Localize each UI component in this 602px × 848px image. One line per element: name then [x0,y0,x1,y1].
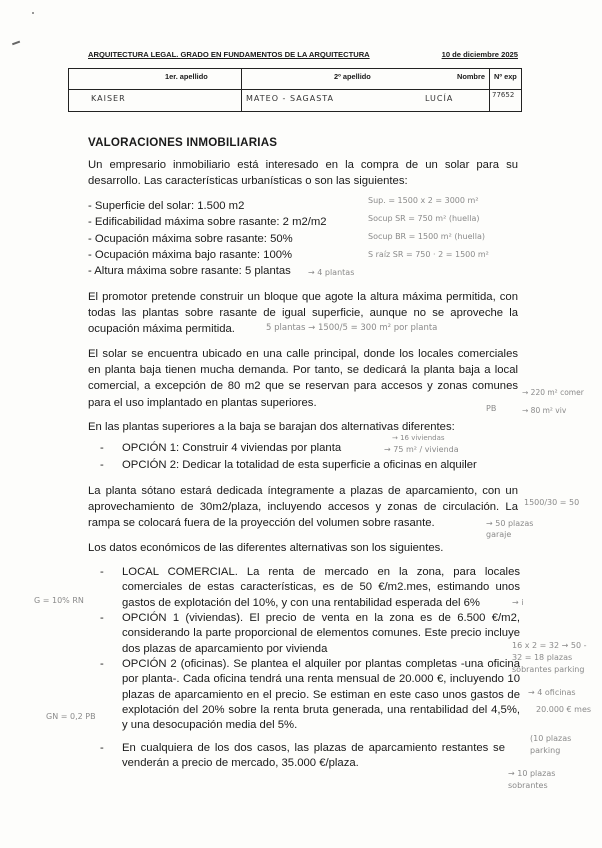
note-16viv: → 16 viviendas [392,434,445,442]
promoter-paragraph: El promotor pretende construir un bloque que agote la altura máxima permitida, con todas las plantas sobre rasante de igual superficie, aunque no se aproveche la ocupación máxima permitida. [88,291,518,336]
note-comer: → 220 m² comer [522,388,584,397]
note-pb: PB [486,404,497,413]
note-1500-30: 1500/30 = 50 [524,498,580,507]
surname1-cell [69,69,241,111]
margin-dot [32,12,34,14]
econ-opcion-1: - OPCIÓN 1 (viviendas). El precio de venta en la zona es de 6.500 €/m2, considerando la parte proporcional de elementos comunes. Este precio incluye dos plazas de aparcamiento por vivienda [100,611,520,657]
char-edificabilidad: - Edificabilidad máxima sobre rasante: 2 m2/m2 [88,216,327,228]
char-altura: - Altura máxima sobre rasante: 5 plantas [88,265,291,277]
course-title: ARQUITECTURA LEGAL. GRADO EN FUNDAMENTOS DE LA ARQUITECTURA [88,50,370,59]
econ-local-comercial: - LOCAL COMERCIAL. La renta de mercado en la zona, para locales comerciales de estas características, es de 50 €/m2.mes, estimando unos gastos de explotación del 10%, y con una rentabilidad esperada del 6% [100,565,520,611]
exp-label: Nº exp [494,72,517,81]
name-cell [415,69,489,111]
option-1-text: OPCIÓN 1: Construir 4 viviendas por planta [122,442,342,454]
note-10plazas-parking: (10 plazas parking [530,734,572,755]
option-1: - OPCIÓN 1: Construir 4 viviendas por planta [100,442,342,454]
note-sraiz: S raíz SR = 750 · 2 = 1500 m² [368,250,489,259]
note-50plazas: → 50 plazas garaje [486,519,534,539]
note-18plazas: 16 x 2 = 32 → 50 - 32 = 18 plazas sobrantes parking [512,641,587,674]
margin-mark [12,41,20,45]
note-socup-br: Socup BR = 1500 m² (huella) [368,232,485,241]
note-4plantas: → 4 plantas [308,268,355,277]
note-4oficinas: → 4 oficinas [528,688,576,697]
econ-local-text: LOCAL COMERCIAL. La renta de mercado en la zona, para locales comerciales de estas características, es de 50 €/m2.mes, estimando unos gastos de explotación del 10%, y con una rentabilidad esperada del 6% [122,566,520,609]
econ-plazas-text: En cualquiera de los dos casos, las plazas de aparcamiento restantes se venderán a precio de mercado, 35.000 €/plaza. [122,742,505,770]
note-75m2: → 75 m² / vivienda [384,445,459,454]
page-title: VALORACIONES INMOBILIARIAS [88,136,278,149]
char-ocupacion-bajo: - Ocupación máxima bajo rasante: 100% [88,249,293,261]
econ-plazas-restantes: - En cualquiera de los dos casos, las plazas de aparcamiento restantes se venderán a precio de mercado, 35.000 €/plaza. [100,741,505,772]
options-intro: En las plantas superiores a la baja se barajan dos alternativas diferentes: [88,421,455,433]
note-10sobrantes: → 10 plazas sobrantes [508,769,556,790]
exam-date: 10 de diciembre 2025 [441,50,518,59]
econ-opcion-2: - OPCIÓN 2 (oficinas). Se plantea el alquiler por plantas completas -una oficina por planta-. Cada oficina tendrá una renta mensual de 20.000 €, incluyendo 10 plazas de aparcamiento en el precio. Se estiman en este caso unos gastos de explotación del 20% sobre la renta bruta generada, una rentabilidad del 4,5%, y una desocupación media del 5%. [100,657,520,733]
name-value: LUCÍA [425,94,454,103]
student-id-table [68,68,522,112]
econ-opcion2-text: OPCIÓN 2 (oficinas). Se plantea el alquiler por plantas completas -una oficina por planta-. Cada oficina tendrá una renta mensual de 20.000 €, incluyendo 10 plazas de aparcamiento en el precio. Se estiman en este caso unos gastos de explotación del 20% sobre la renta bruta generada, una rentabilidad del 4,5%, y una desocupación media del 5%. [122,658,520,732]
econ-opcion1-text: OPCIÓN 1 (viviendas). El precio de venta en la zona es de 6.500 €/m2, considerando la parte proporcional de elementos comunes. Este precio incluye dos plazas de aparcamiento por vivienda [122,612,520,655]
note-g10: G = 10% RN [34,596,84,605]
note-i: → i [512,598,524,607]
surname2-value: MATEO - SAGASTA [246,94,335,103]
note-gn: GN = 0,2 PB [46,712,96,721]
surname1-label: 1er. apellido [165,72,208,81]
option-2-text: OPCIÓN 2: Dedicar la totalidad de esta superficie a oficinas en alquiler [122,459,477,471]
exp-cell [489,69,523,111]
surname2-label: 2º apellido [334,72,371,81]
name-label: Nombre [457,72,485,81]
surname2-cell [241,69,415,111]
note-viv: → 80 m² viv [522,406,567,415]
exam-header [88,50,518,59]
char-superficie: - Superficie del solar: 1.500 m2 [88,200,245,212]
option-2: - OPCIÓN 2: Dedicar la totalidad de esta superficie a oficinas en alquiler [100,459,477,471]
location-paragraph: El solar se encuentra ubicado en una calle principal, donde los locales comerciales en planta baja tienen mucha demanda. Por tanto, se dedicará la planta baja a local comercial, a excepción de 80 m2 que se reservan para accesos y zonas comunes para el uso implantado en plantas superiores. [88,348,518,409]
char-ocupacion-sobre: - Ocupación máxima sobre rasante: 50% [88,233,293,245]
intro-paragraph: Un empresario inmobiliario está interesado en la compra de un solar para su desarrollo. Las características urbanísticas o son las siguientes: [88,159,518,188]
table-divider [69,89,521,90]
basement-paragraph: La planta sótano estará dedicada íntegramente a plazas de aparcamiento, con un aprovechamiento de 30m2/plaza, incluyendo accesos y zonas de circulación. La rampa se colocará fuera de la proyección del volumen sobre rasante. [88,485,518,530]
note-socup-sr: Socup SR = 750 m² (huella) [368,214,480,223]
note-sup: Sup. = 1500 x 2 = 3000 m² [368,196,479,205]
surname1-value: KAISER [91,94,126,103]
exp-value: 77652 [492,91,515,99]
note-plantas: 5 plantas → 1500/5 = 300 m² por planta [266,323,438,333]
econ-intro: Los datos económicos de las diferentes alternativas son los siguientes. [88,542,444,554]
note-20000: 20.000 € mes [536,705,592,714]
